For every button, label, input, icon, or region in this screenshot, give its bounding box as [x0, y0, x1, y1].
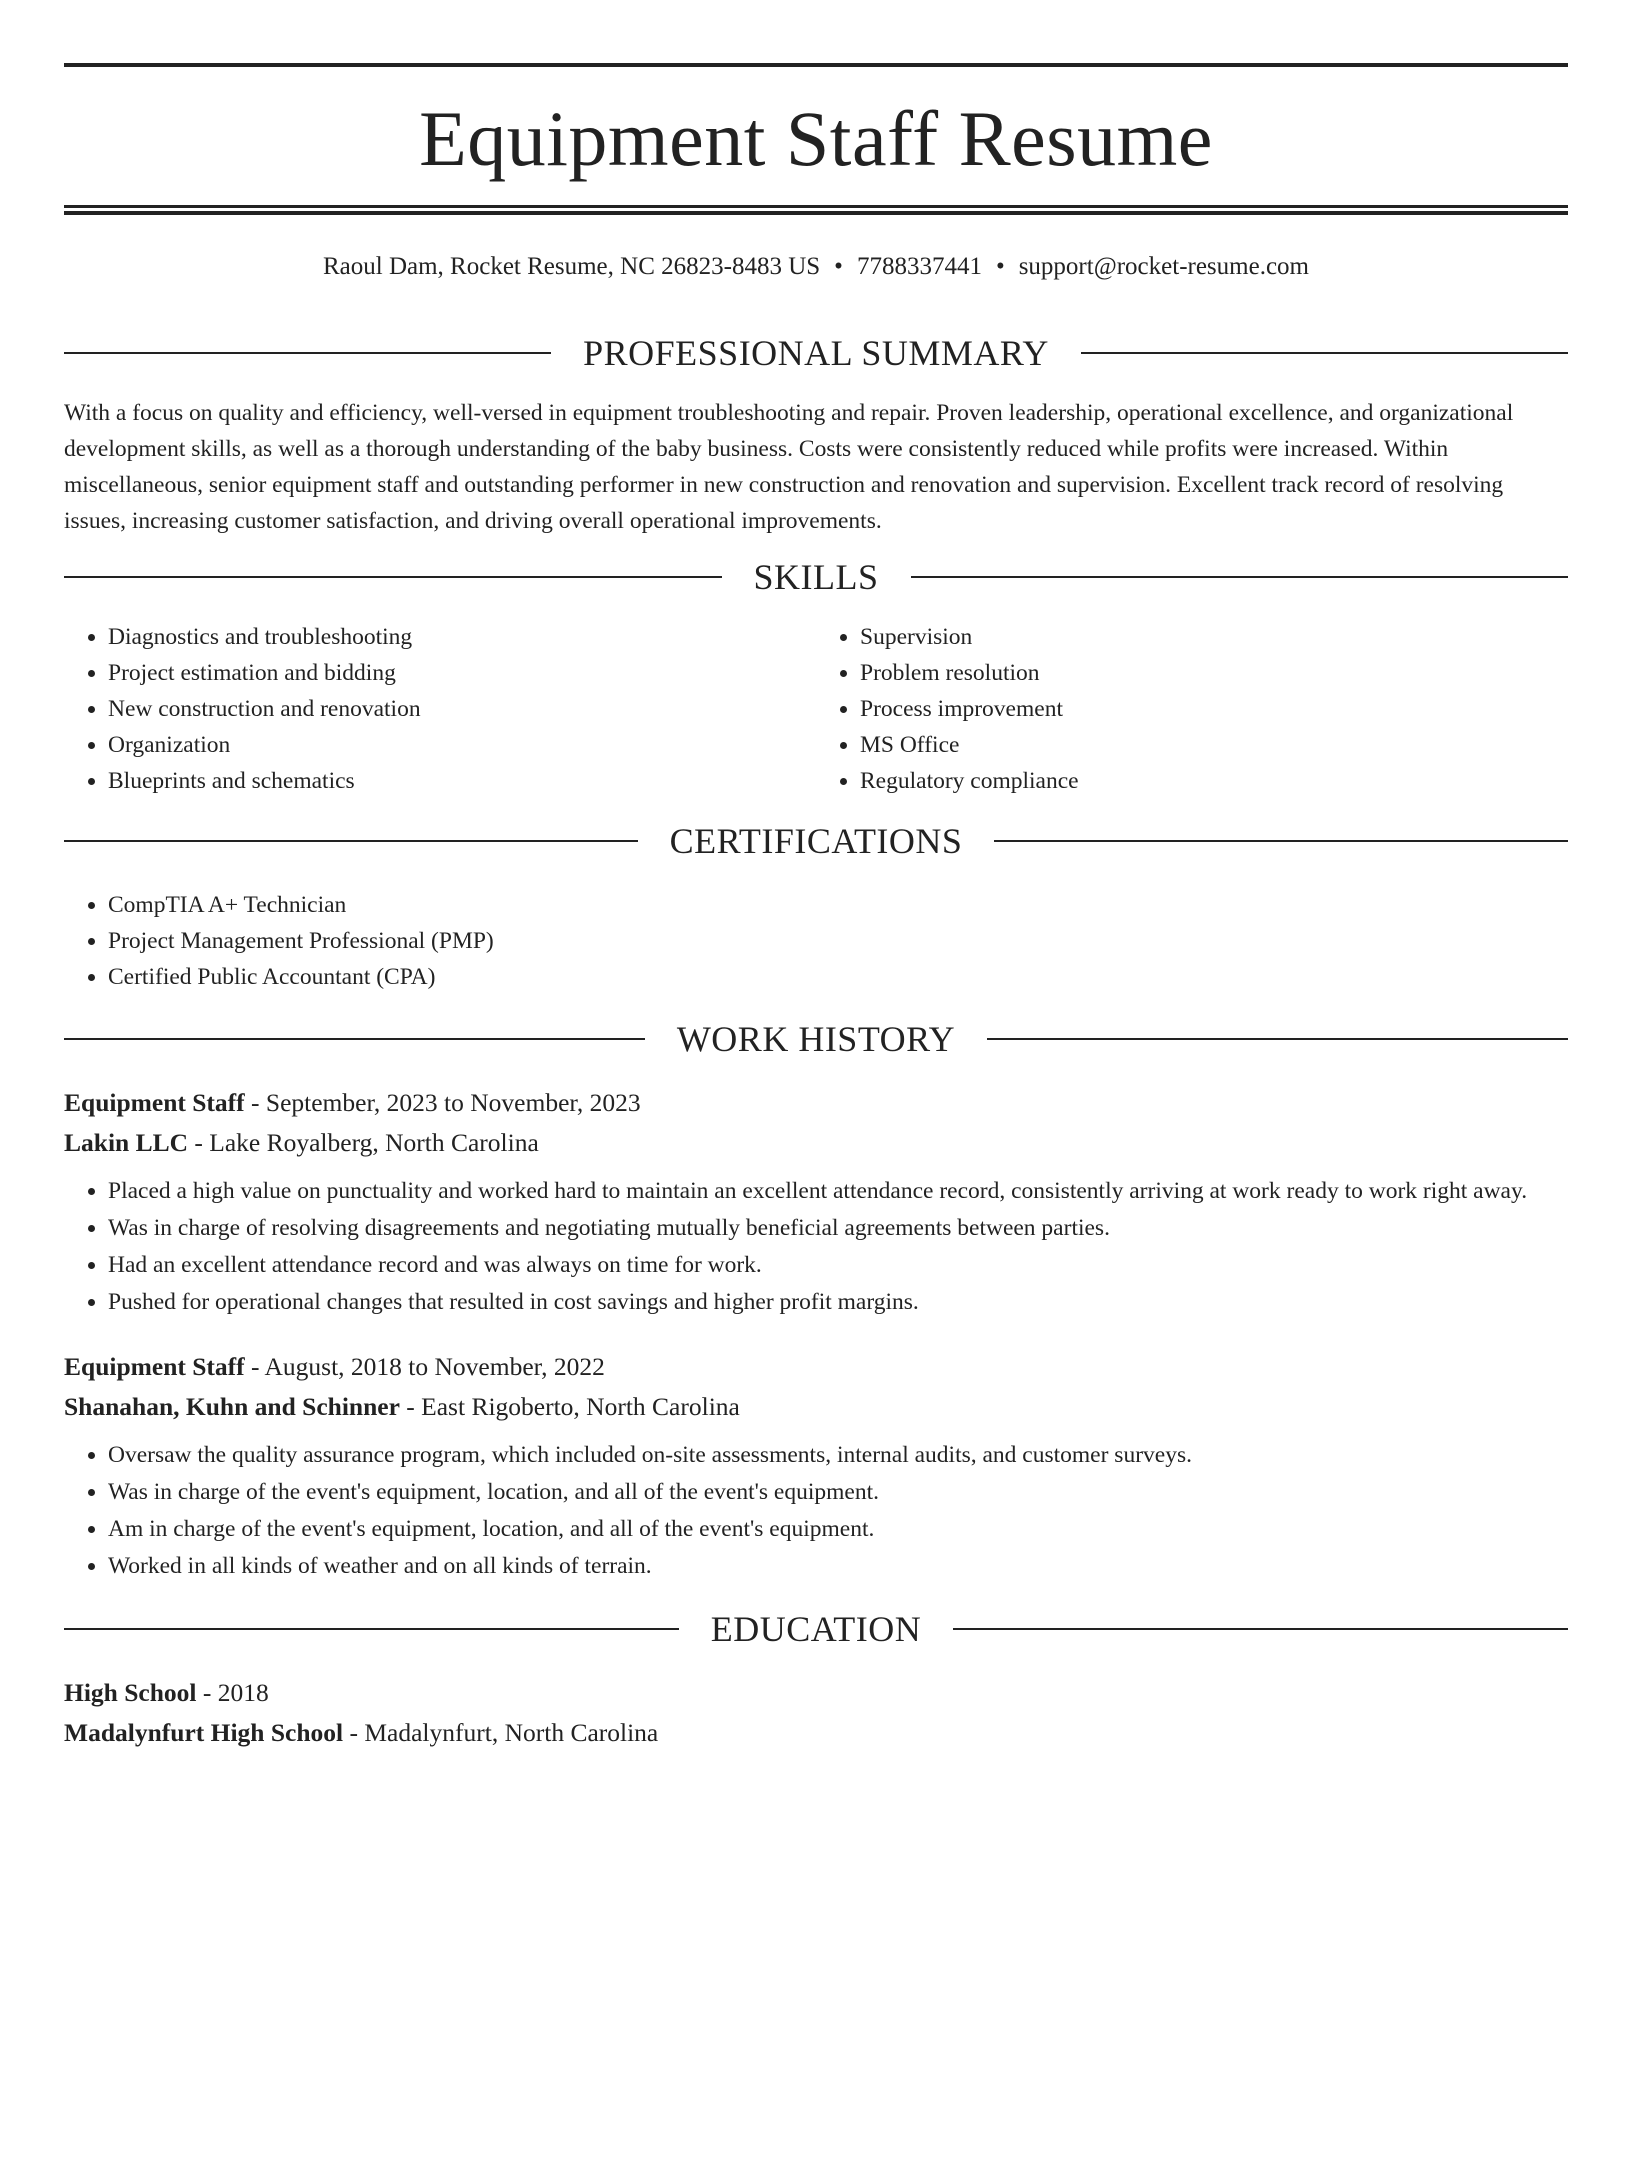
job-location: - East Rigoberto, North Carolina: [399, 1392, 740, 1421]
skills-list: [64, 619, 1568, 799]
education-entry: [64, 1673, 1568, 1753]
skill-item: • Regulatory compliance: [860, 763, 1568, 799]
job-title: Equipment Staff: [64, 1352, 245, 1381]
section-title: CERTIFICATIONS: [669, 821, 963, 861]
job-bullet: • Was in charge of the event's equipment, location, and all of the event's equipment.: [108, 1474, 1568, 1511]
section-heading-work-history: [64, 1021, 1568, 1057]
contact-address: Raoul Dam, Rocket Resume, NC 26823-8483 US: [322, 253, 821, 280]
skill-item: • Blueprints and schematics: [108, 763, 816, 799]
skill-item: • New construction and renovation: [108, 691, 816, 727]
heading-rule: [953, 1628, 1568, 1630]
section-heading-certifications: [64, 823, 1568, 859]
skill-item: • MS Office: [860, 727, 1568, 763]
contact-separator: •: [834, 253, 843, 280]
job-bullet: • Had an excellent attendance record and was always on time for work.: [108, 1247, 1568, 1284]
heading-rule: [987, 1038, 1568, 1040]
job-bullet: • Placed a high value on punctuality and worked hard to maintain an excellent attendance record, consistently arriving at work ready to work right away.: [108, 1173, 1568, 1210]
resume-title: Equipment Staff Resume: [419, 95, 1213, 182]
job-bullet: • Pushed for operational changes that resulted in cost savings and higher profit margins.: [108, 1284, 1568, 1321]
job-bullet: • Was in charge of resolving disagreements and negotiating mutually beneficial agreements between parties.: [108, 1210, 1568, 1247]
title-double-rule: [64, 205, 1568, 215]
education-degree-line: [64, 1673, 1568, 1713]
job-bullet: • Am in charge of the event's equipment, location, and all of the event's equipment.: [108, 1511, 1568, 1548]
job-company: Shanahan, Kuhn and Schinner: [64, 1392, 400, 1421]
section-heading-education: [64, 1611, 1568, 1647]
heading-rule: [1081, 352, 1568, 354]
section-heading-summary: [64, 335, 1568, 371]
heading-rule: [64, 352, 551, 354]
job-title-line: [64, 1347, 1568, 1387]
skill-item: • Project estimation and bidding: [108, 655, 816, 691]
education-year: - 2018: [196, 1678, 269, 1707]
heading-rule: [64, 576, 722, 578]
job-entry: [64, 1083, 1568, 1321]
education-location: - Madalynfurt, North Carolina: [343, 1718, 659, 1747]
resume-page: [0, 63, 1632, 2175]
job-bullets: [64, 1437, 1568, 1585]
certifications-list: [64, 887, 1568, 995]
contact-line: [64, 249, 1568, 285]
job-title-line: [64, 1083, 1568, 1123]
job-bullets: [64, 1173, 1568, 1321]
skills-column-left: [64, 619, 816, 799]
section-heading-skills: [64, 559, 1568, 595]
job-bullet: • Worked in all kinds of weather and on all kinds of terrain.: [108, 1548, 1568, 1585]
skills-column-right: [816, 619, 1568, 799]
skill-item: • Supervision: [860, 619, 1568, 655]
skill-item: • Problem resolution: [860, 655, 1568, 691]
section-title: SKILLS: [753, 557, 879, 597]
section-title: PROFESSIONAL SUMMARY: [583, 333, 1049, 373]
summary-paragraph: With a focus on quality and efficiency, well-versed in equipment troubleshooting and repair. Proven leadership, operational excellence, and organizational development skills, as well as a thorough understanding of the baby business. Costs were consistently reduced while profits were increased. Within miscellaneous, senior equipment staff and outstanding performer in new construction and renovation and supervision. Excellent track record of resolving issues, increasing customer satisfaction, and driving overall operational improvements.: [64, 400, 1514, 534]
heading-rule: [64, 840, 638, 842]
education-school-line: [64, 1713, 1568, 1753]
job-company-line: [64, 1123, 1568, 1163]
heading-rule: [911, 576, 1569, 578]
contact-phone: 7788337441: [856, 253, 982, 280]
skill-item: • Diagnostics and troubleshooting: [108, 619, 816, 655]
job-bullet: • Oversaw the quality assurance program, which included on-site assessments, internal audits, and customer surveys.: [108, 1437, 1568, 1474]
certification-item: • Certified Public Accountant (CPA): [108, 959, 1568, 995]
education-degree: High School: [64, 1678, 197, 1707]
heading-rule: [994, 840, 1568, 842]
certification-item: • CompTIA A+ Technician: [108, 887, 1568, 923]
heading-rule: [64, 1628, 679, 1630]
skill-item: • Process improvement: [860, 691, 1568, 727]
job-company: Lakin LLC: [64, 1128, 189, 1157]
job-company-line: [64, 1387, 1568, 1427]
skill-item: • Organization: [108, 727, 816, 763]
contact-email: support@rocket-resume.com: [1018, 253, 1309, 280]
section-title: EDUCATION: [710, 1609, 922, 1649]
certification-item: • Project Management Professional (PMP): [108, 923, 1568, 959]
contact-separator: •: [995, 253, 1005, 280]
job-location: - Lake Royalberg, North Carolina: [188, 1128, 539, 1157]
job-dates: - August, 2018 to November, 2022: [244, 1352, 605, 1381]
section-title: WORK HISTORY: [676, 1019, 956, 1059]
job-dates: - September, 2023 to November, 2023: [244, 1088, 641, 1117]
job-title: Equipment Staff: [64, 1088, 245, 1117]
heading-rule: [64, 1038, 645, 1040]
education-school: Madalynfurt High School: [64, 1718, 344, 1747]
job-entry: [64, 1347, 1568, 1585]
top-rule: [64, 63, 1568, 67]
